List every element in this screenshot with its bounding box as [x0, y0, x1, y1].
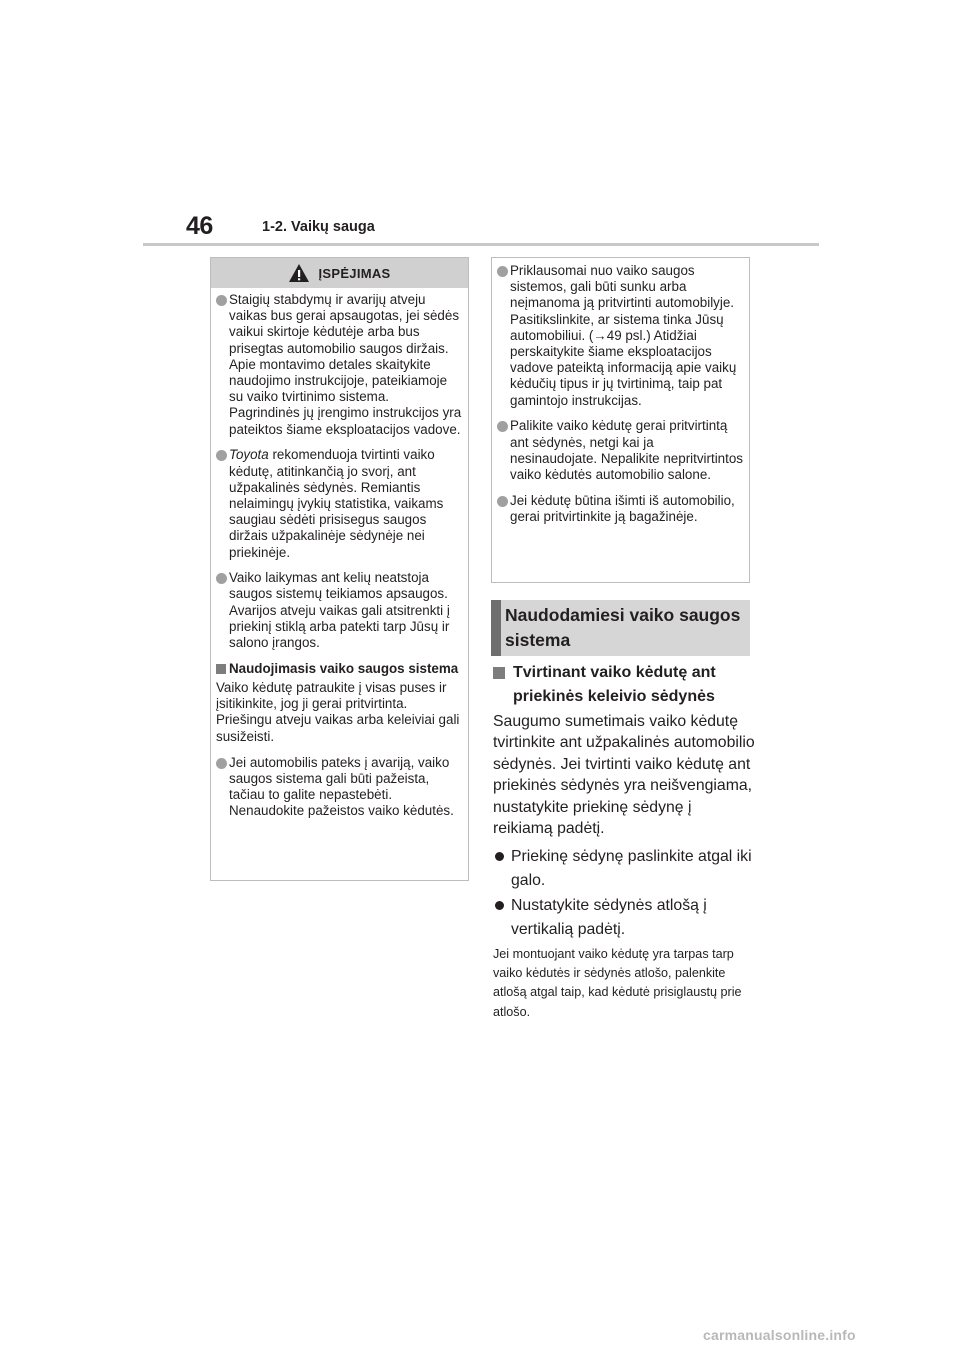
info-bullet-text: Priklausomai nuo vaiko saugos sistemos, gali būti sunku arba neįmanoma ją pritvirtinti automobilyje. Pasitikslinkite, ar sistema tinka Jūsų automobiliui. (→49 psl.) Atidžiai perskaitykite šiame eksploatacijos vadove pateiktą informaciją apie vaikų kėdučių tipus ir jų tvirtinimą, taip pat gamintojo instrukcijas.: [510, 263, 737, 408]
step-bullet: [493, 845, 755, 893]
step-text: Nustatykite sėdynės atlošą į vertikalią padėtį.: [511, 897, 707, 938]
step-text: Priekinę sėdynę paslinkite atgal iki galo.: [511, 848, 752, 889]
section-banner: Naudodamiesi vaiko saugos sistema: [491, 600, 750, 656]
info-bullet: [497, 418, 744, 483]
info-bullet: [497, 263, 744, 409]
square-bullet-icon: [216, 664, 226, 674]
bullet-dot-icon: [497, 266, 508, 277]
warning-triangle-icon: [288, 263, 310, 283]
section-subheading: [493, 661, 753, 709]
warning-header: [211, 258, 468, 288]
warning-bullet-text: Staigių stabdymų ir avarijų atveju vaikas bus gerai apsaugotas, jei sėdės vaikui skirtoje kėdutėje arba bus prisegtas automobilio saugos diržais. Apie montavimo detales skaitykite naudojimo instrukcijoje, pateikiamoje su vaiko tvirtinimo sistema. Pagrindinės jų įrengimo instrukcijos yra pateiktos šiame eksploatacijos vadove.: [229, 292, 462, 437]
section-subheading-text: Tvirtinant vaiko kėdutę ant priekinės keleivio sėdynės: [513, 664, 716, 705]
bullet-dot-icon: [495, 852, 504, 861]
square-bullet-icon: [493, 667, 505, 679]
bullet-dot-icon: [216, 573, 227, 584]
info-bullet-text: Jei kėdutę būtina išimti iš automobilio, gerai pritvirtinkite ją bagažinėje.: [510, 492, 735, 524]
bullet-dot-icon: [216, 450, 227, 461]
info-bullet-text: Palikite vaiko kėdutę gerai pritvirtintą ant sėdynės, netgi kai ja nesinaudojate. Nepalikite nepritvirtintos vaiko kėdutės automobilio salone.: [510, 418, 743, 482]
warning-bullet: [216, 755, 463, 820]
bullet-dot-icon: [216, 295, 227, 306]
warning-bullet: [216, 292, 463, 438]
warning-bullet: [216, 447, 463, 560]
warning-paragraph: Vaiko kėdutę patraukite į visas puses ir įsitikinkite, jog ji gerai pritvirtinta. Priešingu atveju vaikas arba keleiviai gali susižeisti.: [216, 679, 460, 744]
bullet-dot-icon: [216, 758, 227, 769]
bullet-dot-icon: [495, 901, 504, 910]
info-bullet: [497, 493, 744, 525]
step-bullet: [493, 894, 755, 942]
page-number: 46: [186, 212, 213, 240]
warning-bullet: [216, 570, 463, 651]
watermark: carmanualsonline.info: [703, 1327, 856, 1343]
warning-bullet-text: Vaiko laikymas ant kelių neatstoja saugos sistemų teikiamos apsaugos. Avarijos atveju vaikas gali atsitrenkti į priekinį stiklą arba patekti tarp Jūsų ir salono įrangos.: [229, 570, 450, 651]
bullet-dot-icon: [497, 496, 508, 507]
warning-title: ĮSPĖJIMAS: [318, 265, 391, 281]
section-paragraph: Saugumo sumetimais vaiko kėdutę tvirtinkite ant užpakalinės automobilio sėdynės. Jei tvirtinti vaiko kėdutę ant priekinės sėdynės yra neišvengiama, nustatykite priekinę sėdynę į reikiamą padėtį.: [493, 713, 755, 838]
brand-name: Toyota: [229, 447, 269, 463]
header-divider: [143, 243, 819, 246]
bullet-dot-icon: [497, 421, 508, 432]
warning-bullet-text: [229, 447, 463, 560]
section-title: 1-2. Vaikų sauga: [262, 219, 375, 235]
info-box: [491, 257, 750, 583]
section-note: Jei montuojant vaiko kėdutę yra tarpas tarp vaiko kėdutės ir sėdynės atlošo, palenkite atlošą atgal taip, kad kėdutė prisiglaustų prie atlošo.: [493, 947, 742, 1019]
warning-box: [210, 257, 469, 881]
warning-bullet-text: Jei automobilis pateks į avariją, vaiko saugos sistema gali būti pažeista, tačiau to galite nepastebėti. Nenaudokite pažeistos vaiko kėdutės.: [229, 754, 454, 819]
warning-subheading-text: Naudojimasis vaiko saugos sistema: [229, 660, 459, 676]
warning-subheading: [216, 661, 463, 677]
warning-bullet-rest: rekomenduoja tvirtinti vaiko kėdutę, atitinkančią jo svorį, ant užpakalinės sėdynės. Remiantis nelaimingų įvykių statistika, vaikams saugiau sėdėti prisisegus saugos diržais užpakalinėje sėdynėje nei priekinėje.: [229, 447, 444, 560]
